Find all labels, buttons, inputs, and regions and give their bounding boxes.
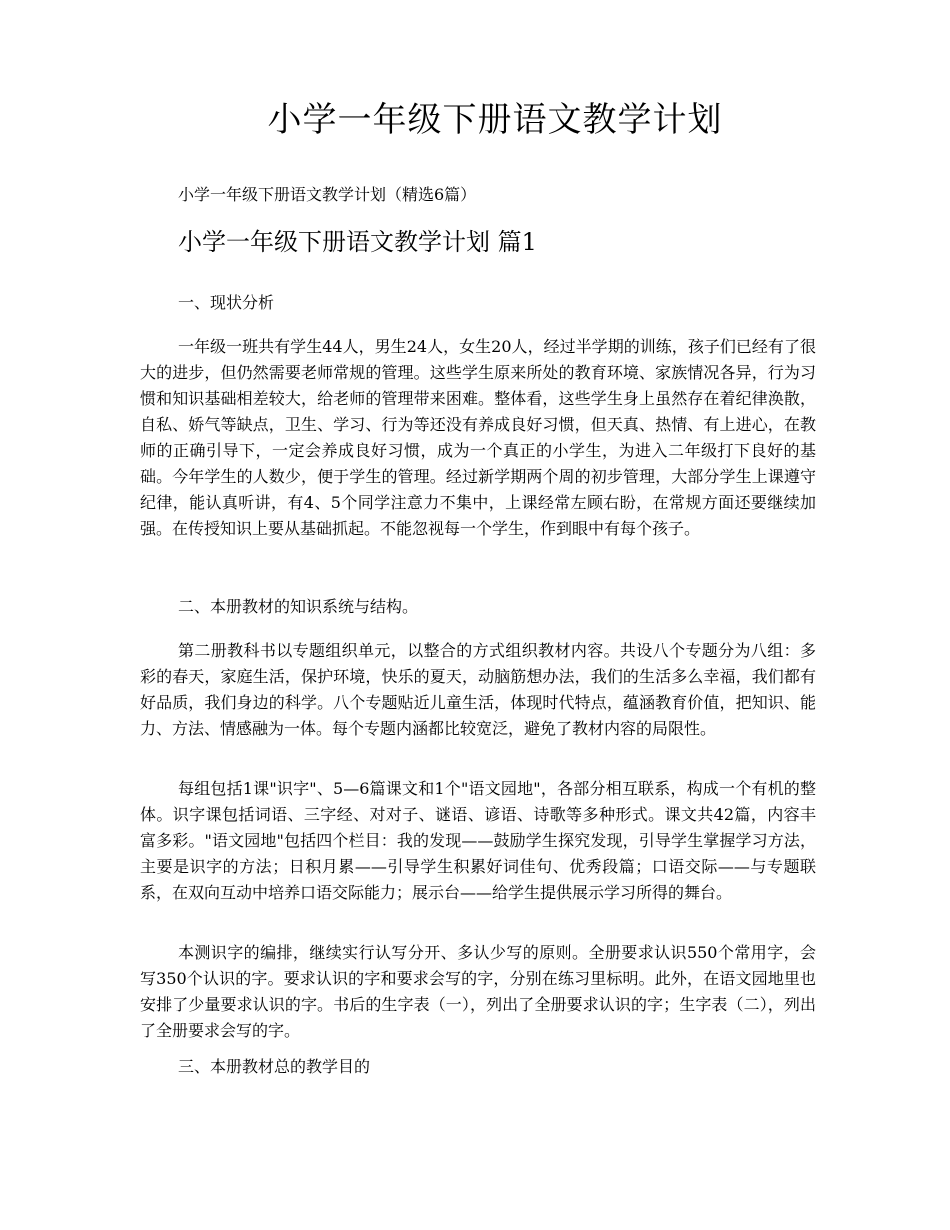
paragraph-status-analysis: 一年级一班共有学生44人，男生24人，女生20人，经过半学期的训练，孩子们已经有了很大的进步，但仍然需要老师常规的管理。这些学生原来所处的教育环境、家族情况各异，行为习惯和知识基础相差较大，给老师的管理带来困难。整体看，这些学生身上虽然存在着纪律涣散，自私、娇气等缺点，卫生、学习、行为等还没有养成良好习惯，但天真、热情、有上进心，在教师的正确引导下，一定会养成良好习惯，成为一个真正的小学生，为进入二年级打下良好的基础。今年学生的人数少，便于学生的管理。经过新学期两个周的初步管理，大部分学生上课遵守纪律，能认真听讲，有4、5个同学注意力不集中，上课经常左顾右盼，在常规方面还要继续加强。在传授知识上要从基础抓起。不能忽视每一个学生，作到眼中有每个孩子。 — [140, 337, 816, 538]
heading-teaching-objectives: 三、本册教材总的教学目的 — [178, 1057, 371, 1076]
document-subtitle: 小学一年级下册语文教学计划（精选6篇） — [178, 185, 477, 204]
heading-textbook-structure: 二、本册教材的知识系统与结构。 — [178, 597, 419, 616]
section-heading: 小学一年级下册语文教学计划 篇1 — [178, 228, 537, 256]
heading-status-analysis: 一、现状分析 — [178, 293, 275, 312]
paragraph-textbook-units: 第二册教科书以专题组织单元，以整合的方式组织教材内容。共设八个专题分为八组：多彩的春天，家庭生活，保护环境，快乐的夏天，动脑筋想办法，我们的生活多么幸福，我们都有好品质，我们身边的科学。八个专题贴近儿童生活，体现时代特点，蕴涵教育价值，把知识、能力、方法、情感融为一体。每个专题内涵都比较宽泛，避免了教材内容的局限性。 — [140, 641, 816, 738]
paragraph-literacy-arrangement: 本测识字的编排，继续实行认写分开、多认少写的原则。全册要求认识550个常用字，会写350个认识的字。要求认识的字和要求会写的字，分别在练习里标明。此外，在语文园地里也安排了少量要求认识的字。书后的生字表（一），列出了全册要求认识的字；生字表（二），列出了全册要求会写的字。 — [140, 943, 816, 1040]
paragraph-unit-components: 每组包括1课"识字"、5—6篇课文和1个"语文园地"，各部分相互联系，构成一个有机的整体。识字课包括词语、三字经、对对子、谜语、谚语、诗歌等多种形式。课文共42篇，内容丰富多彩。"语文园地"包括四个栏目：我的发现——鼓励学生探究发现，引导学生掌握学习方法，主要是识字的方法；日积月累——引导学生积累好词佳句、优秀段篇；口语交际——与专题联系，在双向互动中培养口语交际能力；展示台——给学生提供展示学习所得的舞台。 — [140, 779, 816, 902]
document-title: 小学一年级下册语文教学计划 — [267, 100, 723, 140]
